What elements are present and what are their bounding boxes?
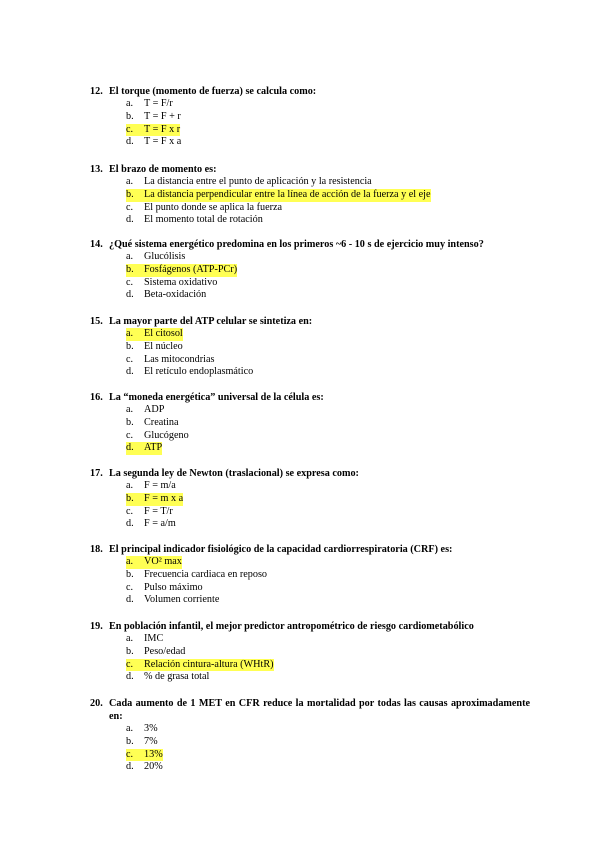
answer-option	[90, 202, 530, 215]
option-letter: b.	[126, 493, 144, 506]
option-text: El momento total de rotación	[144, 214, 263, 226]
option-text: T = F x a	[144, 136, 182, 148]
question-text: La mayor parte del ATP celular se sintetiza en:	[109, 316, 313, 327]
option-letter: b.	[126, 568, 134, 580]
answer-option	[90, 633, 530, 646]
option-text: F = m x a	[144, 492, 184, 504]
option-text: Fosfágenos (ATP-PCr)	[144, 263, 238, 275]
question-header	[90, 697, 530, 723]
question-header	[90, 315, 530, 328]
option-text: T = F/r	[144, 98, 173, 109]
option-letter: d.	[126, 761, 134, 773]
option-letter: b.	[126, 735, 134, 747]
options-list	[90, 251, 530, 302]
option-text: ATP	[144, 442, 163, 454]
question-text: La segunda ley de Newton (traslacional) se expresa como:	[109, 468, 359, 479]
option-text: T = F + r	[144, 110, 181, 122]
option-letter: a.	[126, 404, 134, 415]
option-letter: c.	[126, 581, 134, 593]
question-13	[90, 163, 530, 227]
question-number: 16.	[90, 392, 103, 403]
option-letter: a.	[126, 723, 134, 734]
option-letter: c.	[126, 276, 134, 288]
option-text: Pulso máximo	[144, 581, 203, 593]
option-text: Sistema oxidativo	[144, 276, 218, 288]
option-letter: b.	[126, 416, 134, 428]
question-text: La “moneda energética” universal de la célula es:	[109, 392, 324, 403]
question-header	[90, 391, 530, 404]
question-text: El principal indicador fisiológico de la capacidad cardiorrespiratoria (CRF) es:	[109, 544, 453, 555]
question-17	[90, 467, 530, 531]
option-text: Peso/edad	[144, 645, 186, 657]
answer-option	[90, 723, 530, 736]
option-letter: d.	[126, 518, 134, 530]
question-header	[90, 543, 530, 556]
option-letter: a.	[126, 633, 134, 644]
option-text: Glucólisis	[144, 251, 186, 262]
option-text: Creatina	[144, 416, 179, 428]
option-text: Las mitocondrias	[144, 353, 215, 365]
option-letter: a.	[126, 176, 134, 187]
answer-option	[90, 671, 530, 684]
answer-option	[90, 646, 530, 659]
answer-option-highlighted	[90, 493, 530, 506]
option-text: El retículo endoplasmático	[144, 366, 254, 378]
question-18	[90, 543, 530, 607]
question-20	[90, 697, 530, 774]
answer-option	[90, 594, 530, 607]
answer-option-highlighted	[90, 659, 530, 672]
option-letter: c.	[126, 429, 134, 441]
option-letter: a.	[126, 98, 134, 109]
option-text: Beta-oxidación	[144, 289, 207, 301]
option-letter: d.	[126, 289, 134, 301]
question-text: El torque (momento de fuerza) se calcula como:	[109, 86, 317, 97]
question-header	[90, 163, 530, 176]
answer-option-highlighted	[90, 556, 530, 569]
options-list	[90, 556, 530, 607]
options-list	[90, 633, 530, 684]
answer-option	[90, 289, 530, 302]
answer-option	[90, 214, 530, 227]
options-list	[90, 723, 530, 774]
option-text: F = a/m	[144, 518, 176, 530]
options-list	[90, 328, 530, 379]
answer-option	[90, 136, 530, 149]
option-text: El núcleo	[144, 340, 183, 352]
option-letter: d.	[126, 671, 134, 683]
question-text: Cada aumento de 1 MET en CFR reduce la mortalidad por todas las causas aproximadamente en:	[109, 698, 530, 722]
option-letter: a.	[126, 251, 134, 262]
answer-option	[90, 430, 530, 443]
answer-option	[90, 176, 530, 189]
option-letter: b.	[126, 110, 134, 122]
answer-option-highlighted	[90, 328, 530, 341]
question-number: 17.	[90, 468, 103, 479]
option-letter: c.	[126, 659, 144, 672]
option-letter: d.	[126, 594, 134, 606]
option-text: ADP	[144, 404, 165, 415]
options-list	[90, 98, 530, 149]
option-text: Glucógeno	[144, 429, 189, 441]
options-list	[90, 404, 530, 455]
answer-option-highlighted	[90, 124, 530, 137]
question-number: 20.	[90, 698, 103, 709]
question-number: 14.	[90, 239, 103, 250]
options-list	[90, 176, 530, 227]
option-text: 3%	[144, 723, 158, 734]
option-text: Frecuencia cardiaca en reposo	[144, 568, 268, 580]
answer-option	[90, 736, 530, 749]
answer-option	[90, 417, 530, 430]
option-letter: c.	[126, 749, 144, 762]
option-text: La distancia perpendicular entre la línea de acción de la fuerza y el eje	[144, 188, 431, 200]
option-letter: a.	[126, 480, 134, 491]
option-letter: c.	[126, 201, 134, 213]
option-text: La distancia entre el punto de aplicación y la resistencia	[144, 176, 372, 187]
option-text: Volumen corriente	[144, 594, 220, 606]
answer-option	[90, 251, 530, 264]
option-letter: b.	[126, 264, 144, 277]
option-text: 20%	[144, 761, 163, 773]
answer-option	[90, 98, 530, 111]
option-letter: a.	[126, 556, 144, 569]
option-letter: d.	[126, 366, 134, 378]
options-list	[90, 480, 530, 531]
question-header	[90, 238, 530, 251]
answer-option-highlighted	[90, 749, 530, 762]
question-number: 15.	[90, 316, 103, 327]
option-letter: d.	[126, 214, 134, 226]
option-text: VO² max	[144, 556, 182, 567]
option-text: % de grasa total	[144, 671, 210, 683]
option-text: Relación cintura-altura (WHtR)	[144, 658, 274, 670]
question-number: 18.	[90, 544, 103, 555]
option-text: 7%	[144, 735, 158, 747]
answer-option-highlighted	[90, 442, 530, 455]
answer-option-highlighted	[90, 264, 530, 277]
answer-option	[90, 277, 530, 290]
option-text: F = m/a	[144, 480, 176, 491]
answer-option	[90, 354, 530, 367]
answer-option	[90, 341, 530, 354]
question-number: 12.	[90, 86, 103, 97]
question-header	[90, 85, 530, 98]
answer-option	[90, 761, 530, 774]
option-text: 13%	[144, 748, 163, 760]
question-15	[90, 315, 530, 379]
question-text: El brazo de momento es:	[109, 164, 217, 175]
option-text: El punto donde se aplica la fuerza	[144, 201, 283, 213]
option-letter: c.	[126, 353, 134, 365]
option-letter: c.	[126, 124, 144, 137]
answer-option	[90, 366, 530, 379]
question-number: 13.	[90, 164, 103, 175]
question-12	[90, 85, 530, 149]
option-text: F = T/r	[144, 505, 173, 517]
answer-option-highlighted	[90, 189, 530, 202]
option-text: T = F x r	[144, 123, 181, 135]
option-letter: b.	[126, 340, 134, 352]
question-19	[90, 620, 530, 684]
question-14	[90, 238, 530, 302]
question-16	[90, 391, 530, 455]
answer-option	[90, 582, 530, 595]
option-text: IMC	[144, 633, 164, 644]
option-letter: a.	[126, 328, 144, 341]
answer-option	[90, 480, 530, 493]
question-header	[90, 620, 530, 633]
answer-option	[90, 404, 530, 417]
answer-option	[90, 111, 530, 124]
option-letter: b.	[126, 645, 134, 657]
option-letter: b.	[126, 189, 144, 202]
answer-option	[90, 518, 530, 531]
option-letter: d.	[126, 442, 144, 455]
answer-option	[90, 569, 530, 582]
question-number: 19.	[90, 621, 103, 632]
option-text: El citosol	[144, 328, 183, 339]
question-text: En población infantil, el mejor predictor antropométrico de riesgo cardiometabólico	[109, 621, 474, 632]
question-header	[90, 467, 530, 480]
option-letter: d.	[126, 136, 134, 148]
question-text: ¿Qué sistema energético predomina en los primeros ~6 - 10 s de ejercicio muy intenso?	[109, 239, 484, 250]
answer-option	[90, 506, 530, 519]
option-letter: c.	[126, 505, 134, 517]
